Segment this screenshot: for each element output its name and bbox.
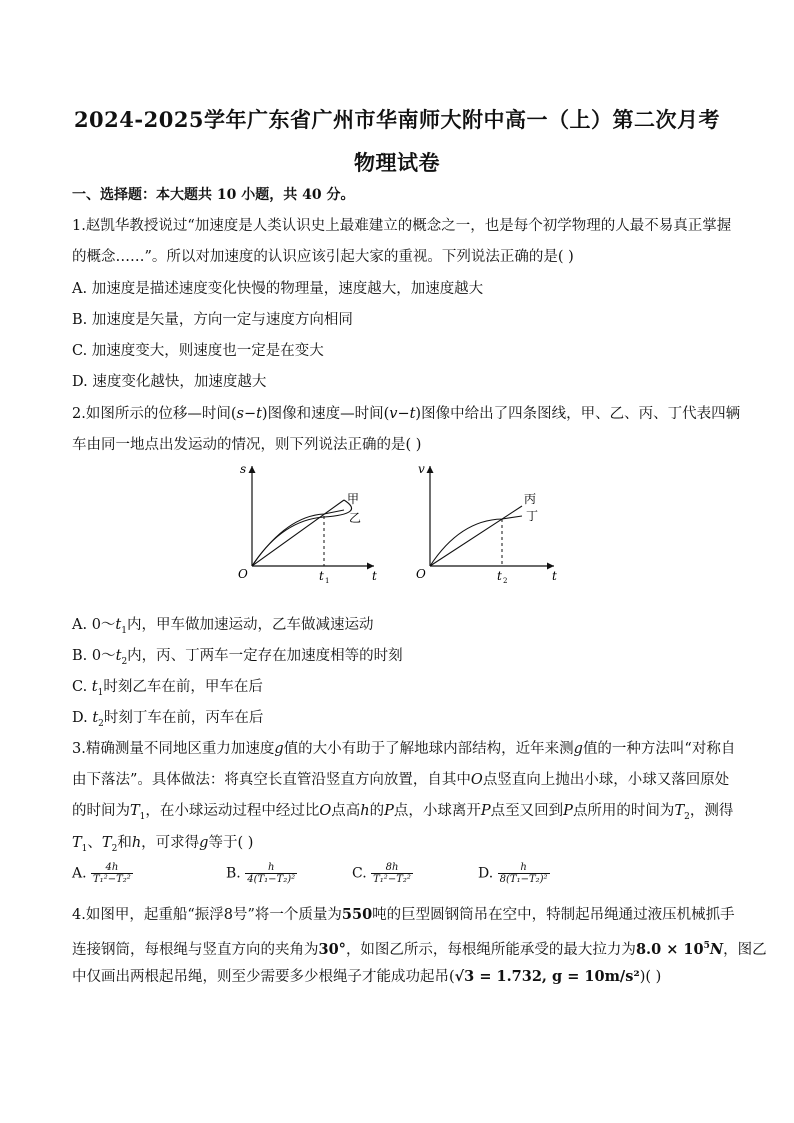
q3-option-d-fraction: $\frac{h}{\text{8(T₁−T₂)²}}$ [499,862,548,885]
curve-ding [430,516,522,566]
q3-option-c-fraction: $\frac{8h}{\text{T₁²−T₂²}}$ [373,862,411,885]
curve-yi [252,500,352,566]
q3-stem-line4: $T_1$、$T_2$和h，可求得g等于( ) [72,835,254,854]
q1-option-c: C. 加速度变大，则速度也一定是在变大 [72,343,324,359]
q2-option-d: D. $t_2$时刻丁车在前，丙车在后 [72,710,264,729]
q3-option-b: B. $\frac{h}{\text{4(T₁−T₂)²}}$ [226,862,296,885]
q3-option-a-fraction: $\frac{4h}{\text{T₁²−T₂²}}$ [93,862,131,885]
label-jia: 甲 [347,492,360,506]
q2-stem-line1: 2.如图所示的位移—时间(s−t)图像和速度—时间(v−t)图像中给出了四条图线，甲、乙、丙、丁代表四辆 [72,406,741,422]
curve-jia [252,500,344,566]
label-ding: 丁 [526,509,539,523]
q3-stem-line3: 的时间为$T_1$，在小球运动过程中经过比O点高h的P点，小球离开P点至又回到P点所用的时间为$T_2$，测得 [72,803,734,822]
q3-stem-line2: 由下落法”。具体做法：将真空长直管沿竖直方向放置，自其中O点竖直向上抛出小球，小球又落回原处 [72,772,730,788]
q1-option-a: A. 加速度是描述速度变化快慢的物理量，速度越大，加速度越大 [72,281,484,297]
q3-option-b-fraction: $\frac{h}{\text{4(T₁−T₂)²}}$ [247,862,296,885]
label-bing: 丙 [524,492,537,506]
section-heading: 一、选择题：本大题共 10 小题，共 40 分。 [72,187,355,203]
q4-stem-line1: 4.如图甲，起重船“振浮8号”将一个质量为550吨的巨型圆钢筒吊在空中，特制起吊绳通过液压机械抓手 [72,906,735,923]
v-axis-label: v [418,462,425,476]
q4-stem-line3: 中仅画出两根起吊绳，则至少需要多少根绳子才能成功起吊(√3 = 1.732, g = 10m/s²)( ) [72,968,662,985]
q3-option-a: A. $\frac{4h}{\text{T₁²−T₂²}}$ [72,862,131,885]
st-graph [226,456,386,586]
q1-option-b: B. 加速度是矢量，方向一定与速度方向相同 [72,312,353,328]
q3-option-d: D. $\frac{h}{\text{8(T₁−T₂)²}}$ [478,862,548,885]
vt-graph [400,456,566,586]
q1-stem-line1: 1.赵凯华教授说过“加速度是人类认识史上最难建立的概念之一，也是每个初学物理的人最不易真正掌握 [72,218,732,234]
q1-stem-line2: 的概念……”。所以对加速度的认识应该引起大家的重视。下列说法正确的是( ) [72,249,574,265]
q1-option-d: D. 速度变化越快，加速度越大 [72,374,267,390]
curve-bing [430,506,522,566]
q2-option-b: B. $0\sim t_2$内，丙、丁两车一定存在加速度相等的时刻 [72,648,403,667]
q3-option-c: C. $\frac{8h}{\text{T₁²−T₂²}}$ [352,862,411,885]
t2-tick-label: t [497,569,502,583]
q2-stem-line2: 车由同一地点出发运动的情况，则下列说法正确的是( ) [72,437,422,453]
label-yi: 乙 [349,511,362,525]
t1-tick-subscript: 1 [325,577,330,585]
t-axis-label: t [552,569,557,583]
paper-title-line2: 物理试卷 [354,150,440,175]
t-axis-label: t [372,569,377,583]
paper-title-line1: 2024-2025学年广东省广州市华南师大附中高一（上）第二次月考 [73,107,721,132]
origin-label: O [416,567,426,581]
q4-stem-line2: 连接钢筒，每根绳与竖直方向的夹角为30°，如图乙所示，每根绳所能承受的最大拉力为$8.0 \times 10^5N$，图乙 [72,940,767,958]
origin-label: O [238,567,248,581]
s-axis-label: s [240,462,247,476]
t2-tick-subscript: 2 [503,577,508,585]
q2-option-a: A. $0\sim t_1$内，甲车做加速运动，乙车做减速运动 [72,617,374,636]
q2-option-c: C. $t_1$时刻乙车在前，甲车在后 [72,679,263,698]
q3-stem-line1: 3.精确测量不同地区重力加速度g值的大小有助于了解地球内部结构，近年来测g值的一种方法叫“对称自 [72,741,736,757]
t1-tick-label: t [319,569,324,583]
